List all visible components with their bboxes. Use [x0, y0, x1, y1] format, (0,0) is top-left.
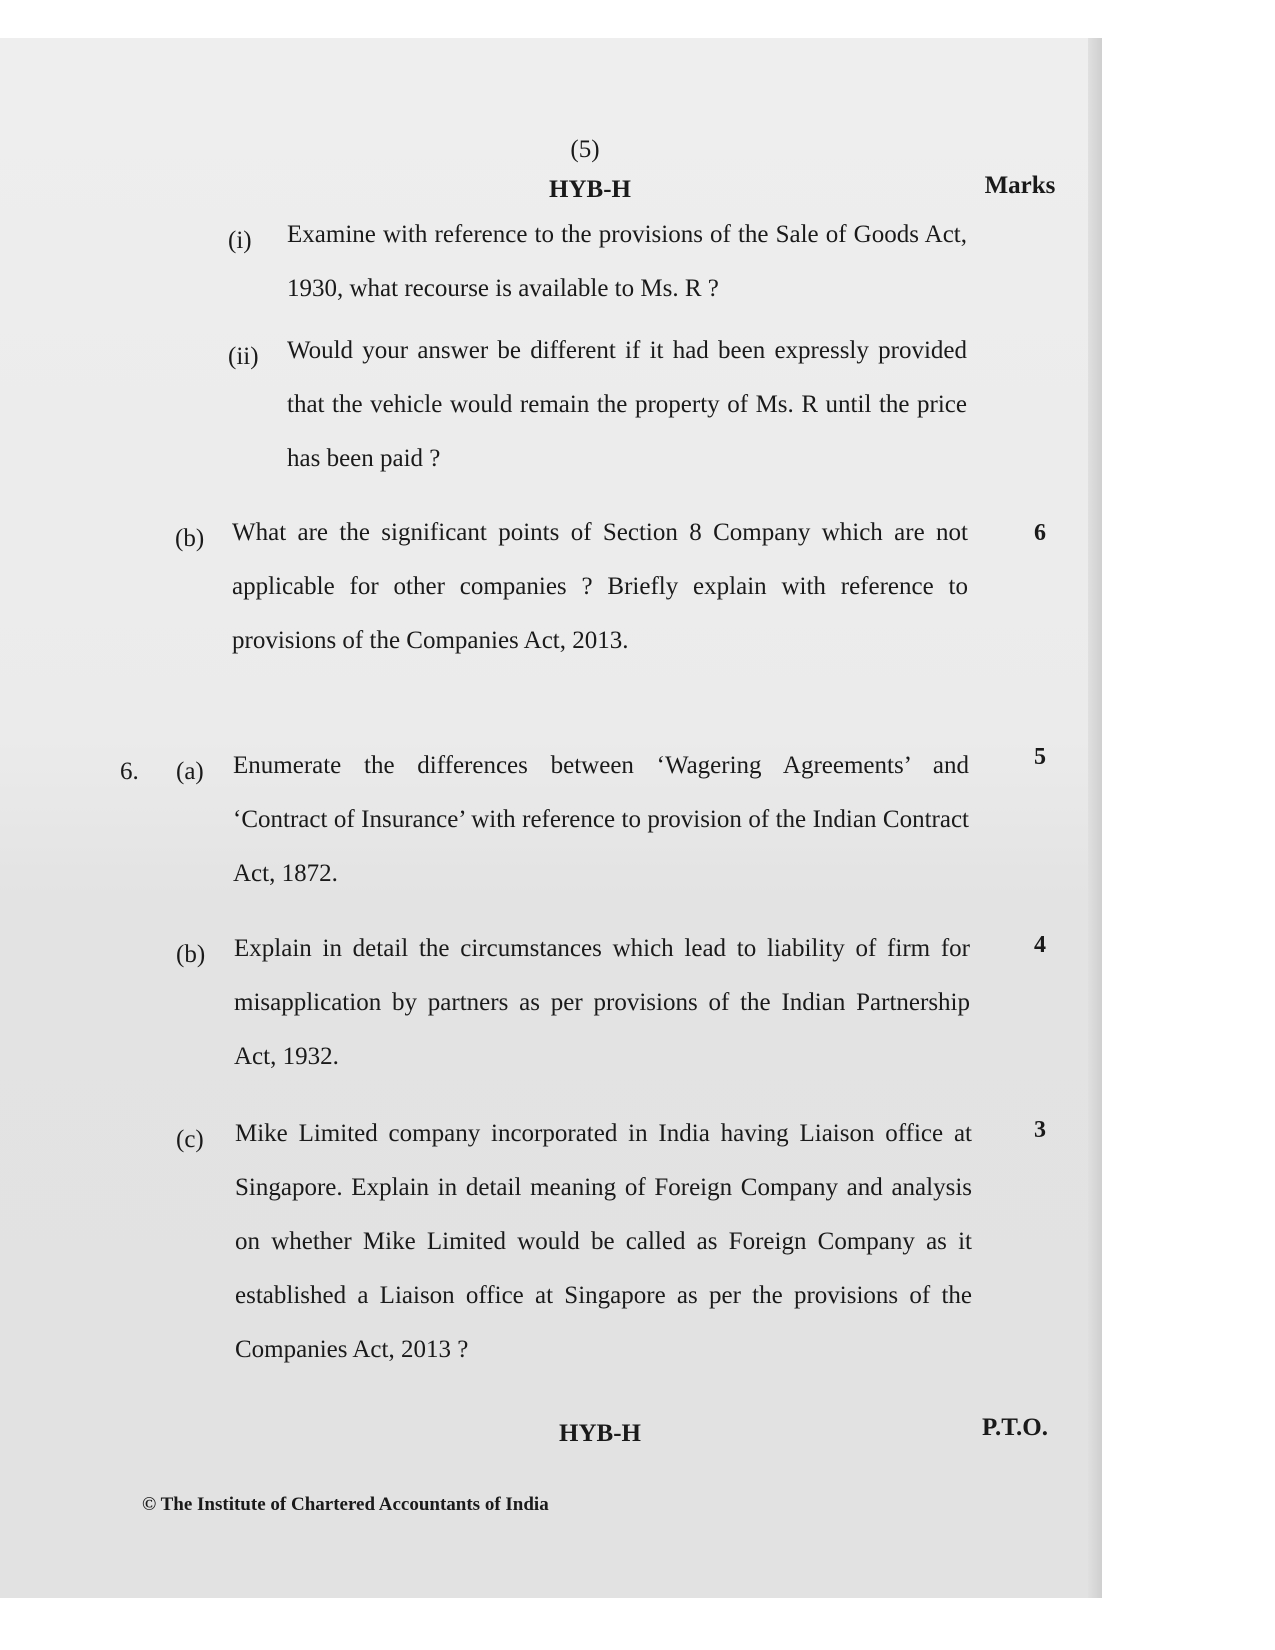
q6-part-c-label: (c) — [176, 1126, 204, 1153]
please-turn-over: P.T.O. — [982, 1414, 1048, 1441]
paper-code-footer: HYB-H — [559, 1420, 641, 1447]
q5-part-b-text: What are the significant points of Section 8 Company which are not applicable for other companies ? Briefly explain with reference to provisions of the Companies Act, 2013. — [232, 519, 968, 654]
paper-code-header: HYB-H — [549, 176, 631, 203]
q6-part-c-text: Mike Limited company incorporated in India having Liaison office at Singapore. Explain in detail meaning of Foreign Company and analysis on whether Mike Limited would be called as Foreign Company as it established a Liaison office at Singapore as per the provisions of the Companies Act, 2013 ? — [235, 1120, 972, 1363]
q6-part-a-text: Enumerate the differences between ‘Wagering Agreements’ and ‘Contract of Insurance’ with reference to provision of the Indian Contract Act, 1872. — [233, 752, 969, 887]
page-number: (5) — [570, 136, 600, 163]
subpart-i-text: Examine with reference to the provisions of the Sale of Goods Act, 1930, what recourse is available to Ms. R ? — [287, 221, 967, 302]
q6-part-b-label: (b) — [176, 941, 206, 968]
subpart-i-label: (i) — [228, 227, 252, 254]
q6-part-a-label: (a) — [176, 758, 204, 785]
copyright-notice: © The Institute of Chartered Accountants of India — [142, 1494, 549, 1515]
q6-part-b-text: Explain in detail the circumstances which lead to liability of firm for misapplication by partners as per provisions of the Indian Partnership Act, 1932. — [234, 935, 970, 1070]
marks-column-label: Marks — [984, 172, 1056, 199]
subpart-ii-label: (ii) — [228, 343, 259, 370]
q5-part-b-marks: 6 — [1034, 520, 1046, 546]
q6-part-b-marks: 4 — [1034, 932, 1046, 958]
q6-part-c-marks: 3 — [1034, 1117, 1046, 1143]
question-6-number: 6. — [120, 758, 139, 785]
scan-edge-shadow — [1088, 38, 1102, 1598]
q6-part-a-marks: 5 — [1034, 744, 1046, 770]
q5-part-b-label: (b) — [175, 525, 205, 552]
subpart-ii-text: Would your answer be different if it had been expressly provided that the vehicle would remain the property of Ms. R until the price has been paid ? — [287, 337, 967, 472]
